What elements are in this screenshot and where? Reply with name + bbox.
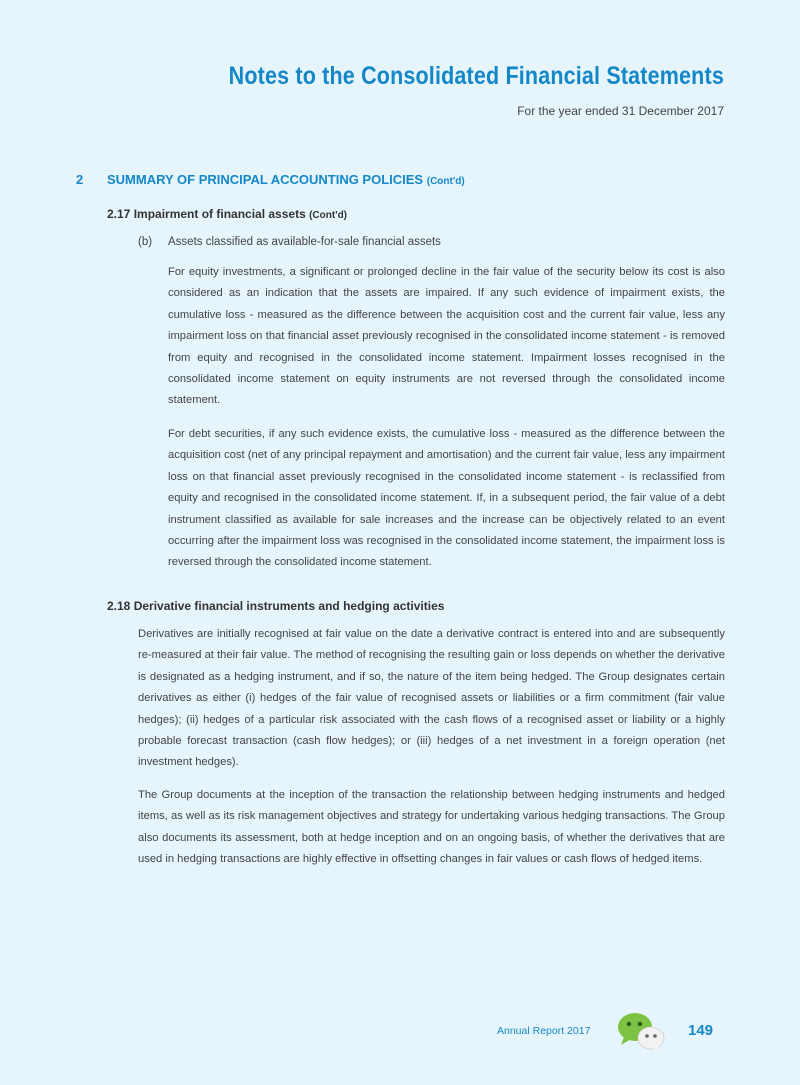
subsection-title-text: 2.17 Impairment of financial assets bbox=[107, 207, 306, 221]
page-number: 149 bbox=[688, 1022, 714, 1039]
paragraph-equity-investments: For equity investments, a significant or prolonged decline in the fair value of the security below its cost is also considered as an indication that the assets are impaired. If any such evidence of impairment exists, the cumulative loss - measured as the difference between the acquisition cost and the current fair value, less any impairment loss on that financial asset previously recognised in the consolidated income statement - is removed from equity and recognised in the consolidated income statement. Impairment losses recognised in the consolidated income statement on equity instruments are not reversed through the consolidated income statement. bbox=[168, 266, 725, 407]
item-heading-b: Assets classified as available-for-sale financial assets bbox=[168, 236, 441, 248]
page-subtitle: For the year ended 31 December 2017 bbox=[517, 104, 724, 118]
subsection-title-2-17 bbox=[107, 207, 347, 221]
section-title-text: SUMMARY OF PRINCIPAL ACCOUNTING POLICIES bbox=[107, 172, 424, 187]
paragraph-derivatives: Derivatives are initially recognised at fair value on the date a derivative contract is entered into and are subsequently re-measured at their fair value. The method of recognising the resulting gain or loss depends on whether the derivative is designated as a hedging instrument, and if so, the nature of the item being hedged. The Group designates certain derivatives as either (i) hedges of the fair value of recognised assets or liabilities or a firm commitment (fair value hedges); (ii) hedges of a particular risk associated with the cash flows of a recognised asset or liability or a highly probable forecast transaction (cash flow hedges); or (iii) hedges of a net investment in a foreign operation (net investment hedges). bbox=[138, 628, 725, 769]
subsection-title-2-18: 2.18 Derivative financial instruments and hedging activities bbox=[107, 599, 445, 613]
section-cont-label: (Cont'd) bbox=[426, 176, 465, 187]
section-number: 2 bbox=[76, 172, 84, 187]
section-title bbox=[107, 172, 465, 187]
subsection-cont-label: (Cont'd) bbox=[309, 210, 348, 221]
paragraph-debt-securities: For debt securities, if any such evidence exists, the cumulative loss - measured as the difference between the acquisition cost (net of any principal repayment and amortisation) and the current fair value, less any impairment loss on that financial asset previously recognised in the consolidated income statement - is reclassified from equity and recognised in the consolidated income statement. If, in a subsequent period, the fair value of a debt instrument classified as available for sale increases and the increase can be objectively related to an event occurring after the impairment loss was recognised in the consolidated income statement, the impairment loss is reversed through the consolidated income statement. bbox=[168, 428, 725, 569]
footer-report-label: Annual Report 2017 bbox=[497, 1025, 591, 1037]
paragraph-hedge-documentation: The Group documents at the inception of the transaction the relationship between hedging instruments and hedged items, as well as its risk management objectives and strategy for undertaking various hedging transactions. The Group also documents its assessment, both at hedge inception and on an ongoing basis, of whether the derivatives that are used in hedging transactions are highly effective in offsetting changes in fair values or cash flows of hedged items. bbox=[138, 789, 725, 866]
wechat-logo-icon bbox=[616, 1010, 668, 1054]
item-label-b: (b) bbox=[138, 236, 153, 248]
page-title: Notes to the Consolidated Financial Statements bbox=[228, 62, 724, 90]
